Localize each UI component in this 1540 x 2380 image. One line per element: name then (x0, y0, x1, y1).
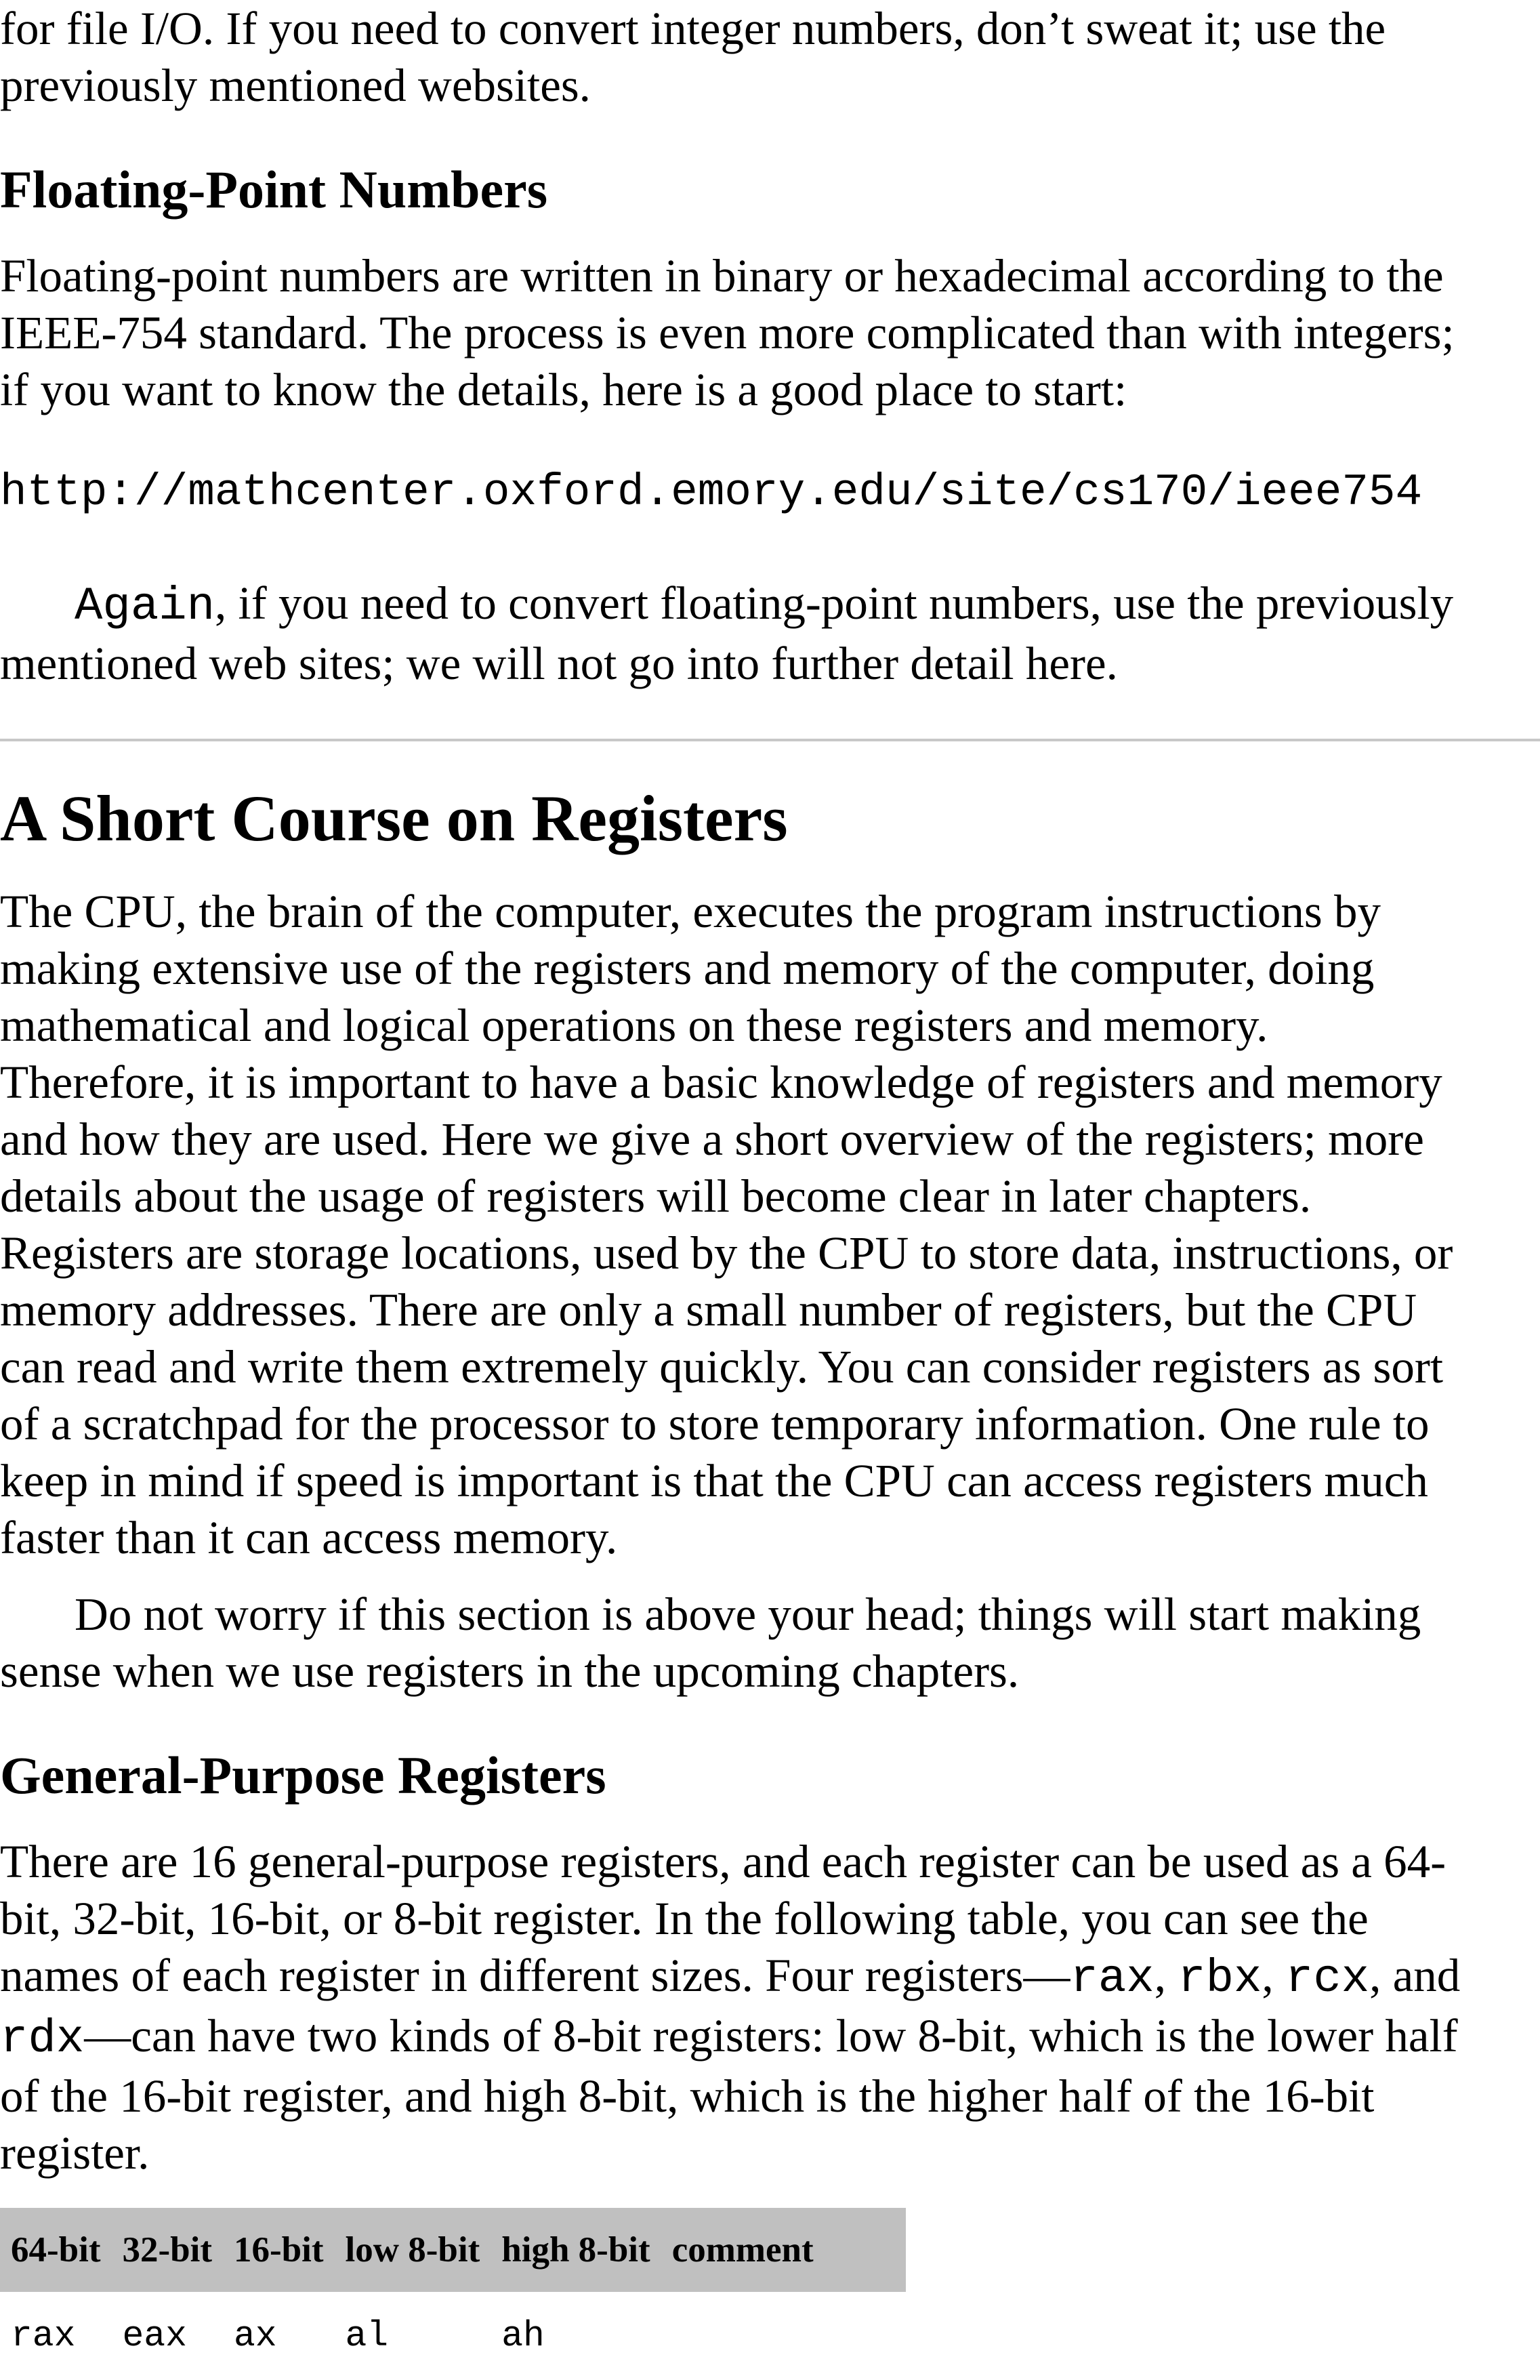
gp-comma-1: , (1154, 1950, 1178, 2001)
register-table-header-row (0, 2208, 906, 2292)
gp-line-4 (0, 2007, 1460, 2068)
table-cell-high-8-bit: ah (501, 2316, 545, 2356)
again-paragraph (0, 575, 1453, 692)
gp-line-5: of the 16-bit register, and high 8-bit, which is the higher half of the 16-bit (0, 2070, 1375, 2122)
floating-line-2: IEEE-754 standard. The process is even more complicated than with integers; (0, 307, 1455, 358)
registers-section-heading: A Short Course on Registers (0, 782, 788, 855)
general-purpose-paragraph (0, 1833, 1460, 2181)
register-rcx: rcx (1285, 1952, 1370, 2005)
column-header-comment: comment (661, 2208, 906, 2292)
column-header-low-8-bit: low 8-bit (335, 2208, 491, 2292)
floating-point-paragraph (0, 247, 1455, 418)
gp-line-6: register. (0, 2127, 150, 2179)
column-header-64-bit: 64-bit (0, 2208, 112, 2292)
table-cell-16-bit: ax (234, 2316, 277, 2356)
floating-line-1: Floating-point numbers are written in binary or hexadecimal according to the (0, 250, 1444, 302)
registers-line-5: and how they are used. Here we give a short overview of the registers; more (0, 1113, 1424, 1165)
worry-line-1: Do not worry if this section is above your head; things will start making (75, 1588, 1421, 1640)
registers-line-1: The CPU, the brain of the computer, executes the program instructions by (0, 886, 1381, 937)
intro-line-2: previously mentioned websites. (0, 60, 591, 111)
general-purpose-heading: General-Purpose Registers (0, 1746, 606, 1805)
register-rbx: rbx (1178, 1952, 1262, 2005)
table-cell-comment (661, 2292, 906, 2380)
gp-line-1: There are 16 general-purpose registers, and each register can be used as a 64- (0, 1836, 1447, 1887)
register-rax: rax (1070, 1952, 1154, 2005)
register-rdx: rdx (0, 2013, 85, 2066)
register-table (0, 2208, 906, 2380)
registers-line-6: details about the usage of registers will become clear in later chapters. (0, 1170, 1312, 1222)
floating-line-3: if you want to know the details, here is a good place to start: (0, 364, 1127, 415)
registers-line-4: Therefore, it is important to have a basic knowledge of registers and memory (0, 1056, 1442, 1108)
registers-line-8: memory addresses. There are only a small number of registers, but the CPU (0, 1284, 1417, 1336)
registers-line-12: faster than it can access memory. (0, 1512, 618, 1563)
gp-line-3 (0, 1947, 1460, 2007)
registers-line-3: mathematical and logical operations on these registers and memory. (0, 1000, 1268, 1051)
registers-line-7: Registers are storage locations, used by the CPU to store data, instructions, or (0, 1227, 1453, 1279)
worry-paragraph (0, 1586, 1421, 1700)
registers-line-9: can read and write them extremely quickly. You can consider registers as sort (0, 1341, 1444, 1393)
worry-line-2: sense when we use registers in the upcoming chapters. (0, 1645, 1020, 1697)
column-header-32-bit: 32-bit (112, 2208, 224, 2292)
table-cell-32-bit: eax (122, 2316, 187, 2356)
ieee754-url[interactable]: http://mathcenter.oxford.emory.edu/site/cs170/ieee754 (0, 467, 1423, 518)
again-line-1 (0, 575, 1453, 635)
gp-comma-2: , (1262, 1950, 1285, 2001)
table-cell-low-8-bit: al (345, 2316, 389, 2356)
column-header-high-8-bit: high 8-bit (491, 2208, 661, 2292)
again-lead: Again (75, 580, 215, 633)
column-header-16-bit: 16-bit (223, 2208, 335, 2292)
registers-line-10: of a scratchpad for the processor to store temporary information. One rule to (0, 1398, 1430, 1450)
section-divider (0, 739, 1540, 741)
intro-paragraph (0, 0, 1386, 114)
table-row (0, 2292, 906, 2380)
gp-and: , and (1369, 1950, 1461, 2001)
intro-line-1: for file I/O. If you need to convert integer numbers, don’t sweat it; use the (0, 3, 1386, 54)
registers-line-11: keep in mind if speed is important is that the CPU can access registers much (0, 1455, 1428, 1506)
gp-line-3-text: names of each register in different sizes. Four registers— (0, 1950, 1070, 2001)
gp-line-4-rest: —can have two kinds of 8-bit registers: low 8-bit, which is the lower half (84, 2010, 1458, 2061)
again-rest: , if you need to convert floating-point numbers, use the previously (215, 577, 1454, 629)
floating-point-heading: Floating-Point Numbers (0, 160, 548, 219)
registers-intro-paragraph (0, 883, 1453, 1566)
registers-line-2: making extensive use of the registers and memory of the computer, doing (0, 943, 1375, 994)
again-line-2: mentioned web sites; we will not go into further detail here. (0, 638, 1118, 689)
table-cell-64-bit: rax (11, 2316, 76, 2356)
gp-line-2: bit, 32-bit, 16-bit, or 8-bit register. In the following table, you can see the (0, 1893, 1369, 1944)
